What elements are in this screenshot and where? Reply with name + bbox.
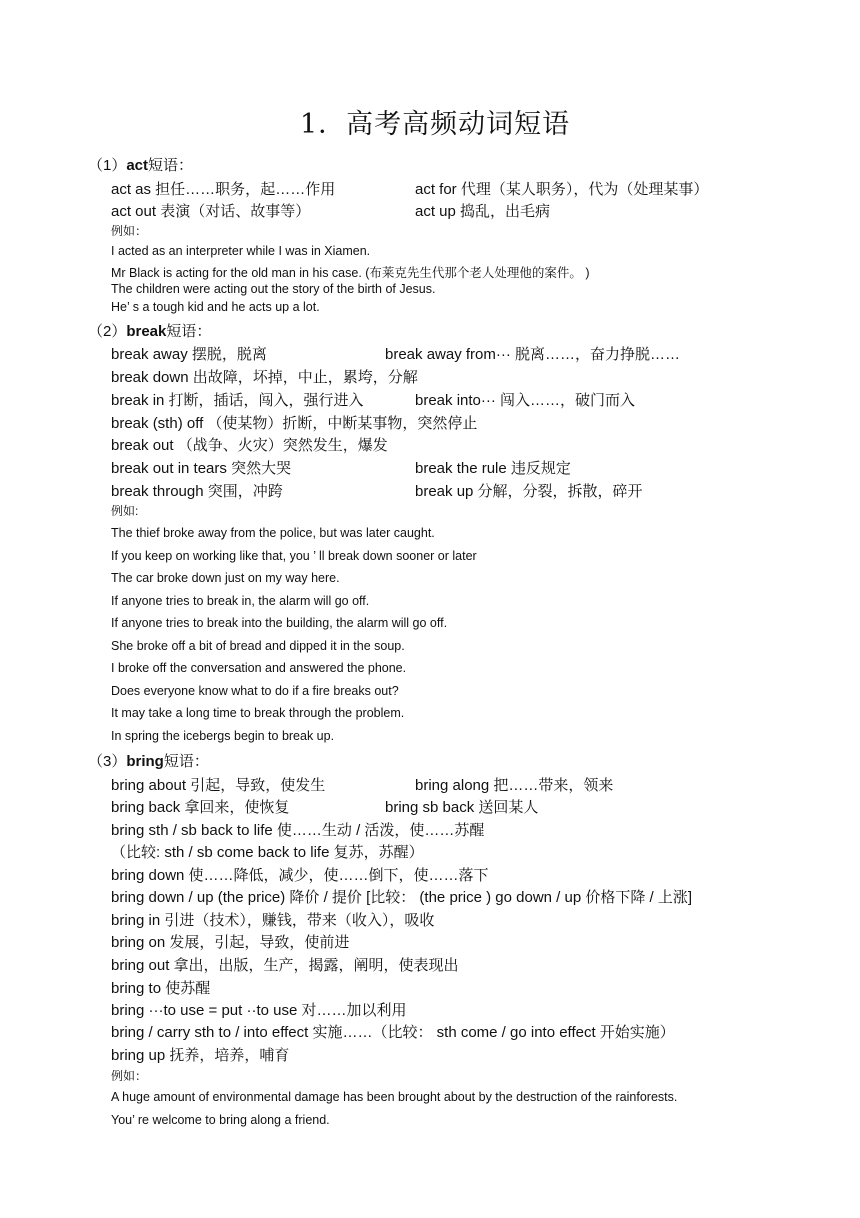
example-sentence: You’ re welcome to bring along a friend. (111, 1113, 330, 1127)
section-heading-bring (88, 750, 209, 771)
phrase-bring-out: bring out 拿出，出版，生产，揭露，阐明，使表现出 (111, 957, 459, 974)
phrase-break-through: break through 突围，冲跨 (111, 483, 283, 500)
section-keyword: bring (126, 753, 164, 770)
example-sentence: She broke off a bit of bread and dipped it in the soup. (111, 639, 405, 653)
phrase-bring-sb-back: bring sb back 送回某人 (385, 799, 539, 816)
phrase-break-down: break down 出故障，坏掉，中止，累垮，分解 (111, 369, 418, 386)
phrase-break-up: break up 分解，分裂，拆散，碎开 (415, 483, 643, 500)
example-sentence: A huge amount of environmental damage has been brought about by the destruction of the rainforests. (111, 1090, 678, 1104)
section-suffix: 短语： (166, 323, 212, 340)
page-title: 1．高考高频动词短语 (300, 109, 571, 140)
example-sentence: He’ s a tough kid and he acts up a lot. (111, 300, 320, 314)
example-sentence: If you keep on working like that, you ’ ll break down sooner or later (111, 549, 477, 563)
phrase-bring-along: bring along 把……带来，领来 (415, 777, 614, 794)
phrase-bring-up: bring up 抚养，培养，哺育 (111, 1047, 290, 1064)
phrase-bring-about: bring about 引起，导致，使发生 (111, 777, 326, 794)
phrase-break-off: break (sth) off （使某物）折断，中断某事物，突然停止 (111, 415, 478, 432)
section-keyword: break (126, 323, 167, 340)
section-keyword: act (126, 157, 149, 174)
phrase-break-out-in-tears: break out in tears 突然大哭 (111, 460, 292, 477)
example-label: 例如： (111, 224, 148, 238)
example-sentence: The children were acting out the story of the birth of Jesus. (111, 282, 436, 296)
phrase-act-as: act as 担任……职务，起……作用 (111, 181, 336, 198)
example-sentence: The thief broke away from the police, but was later caught. (111, 526, 435, 540)
section-suffix: 短语： (163, 753, 209, 770)
phrase-bring-on: bring on 发展，引起，导致，使前进 (111, 934, 350, 951)
example-label: 例如： (111, 1069, 148, 1083)
example-sentence: If anyone tries to break into the building, the alarm will go off. (111, 616, 448, 630)
phrase-act-for: act for 代理（某人职务），代为（处理某事） (415, 181, 709, 198)
phrase-bring-back-to-life: bring sth / sb back to life 使……生动 / 活泼，使……苏醒 (111, 822, 485, 839)
phrase-break-out: break out （战争、火灾）突然发生，爆发 (111, 437, 388, 454)
example-sentence: In spring the icebergs begin to break up. (111, 729, 335, 743)
phrase-comparison-note: （比较: sth / sb come back to life 复苏，苏醒） (111, 844, 424, 861)
section-number: （3） (88, 753, 127, 770)
section-heading-break (88, 320, 211, 341)
phrase-bring-back: bring back 拿回来，使恢复 (111, 799, 290, 816)
phrase-bring-in: bring in 引进（技术），赚钱，带来（收入），吸收 (111, 912, 435, 929)
phrase-bring-down: bring down 使……降低，减少，使……倒下，使……落下 (111, 867, 489, 884)
example-sentence: Mr Black is acting for the old man in his case. (布莱克先生代那个老人处理他的案件。 ) (111, 266, 590, 280)
phrase-act-out: act out 表演（对话、故事等） (111, 203, 311, 220)
phrase-act-up: act up 捣乱，出毛病 (415, 203, 551, 220)
example-sentence: I broke off the conversation and answered the phone. (111, 661, 407, 675)
example-sentence: It may take a long time to break through the problem. (111, 706, 405, 720)
phrase-break-away: break away 摆脱，脱离 (111, 346, 267, 363)
phrase-bring-to-use: bring ···to use = put ··to use 对……加以利用 (111, 1002, 407, 1019)
phrase-bring-into-effect: bring / carry sth to / into effect 实施……（比较： sth come / go into effect 开始实施） (111, 1024, 675, 1041)
phrase-bring-to: bring to 使苏醒 (111, 980, 211, 997)
example-sentence: The car broke down just on my way here. (111, 571, 340, 585)
phrase-bring-down-up-price: bring down / up (the price) 降价 / 提价 [比较： (the price ) go down / up 价格下降 / 上涨] (111, 889, 693, 906)
example-label: 例如: (111, 504, 139, 518)
phrase-break-away-from: break away from··· 脱离……，奋力挣脱…… (385, 346, 681, 363)
section-number: （1） (88, 157, 127, 174)
phrase-break-into: break into··· 闯入……，破门而入 (415, 392, 636, 409)
section-suffix: 短语： (148, 157, 194, 174)
example-sentence: I acted as an interpreter while I was in Xiamen. (111, 244, 371, 258)
example-sentence: If anyone tries to break in, the alarm will go off. (111, 594, 370, 608)
section-number: （2） (88, 323, 127, 340)
example-sentence: Does everyone know what to do if a fire breaks out? (111, 684, 399, 698)
section-heading-act (88, 154, 193, 175)
phrase-break-in: break in 打断，插话，闯入，强行进入 (111, 392, 364, 409)
phrase-break-the-rule: break the rule 违反规定 (415, 460, 571, 477)
